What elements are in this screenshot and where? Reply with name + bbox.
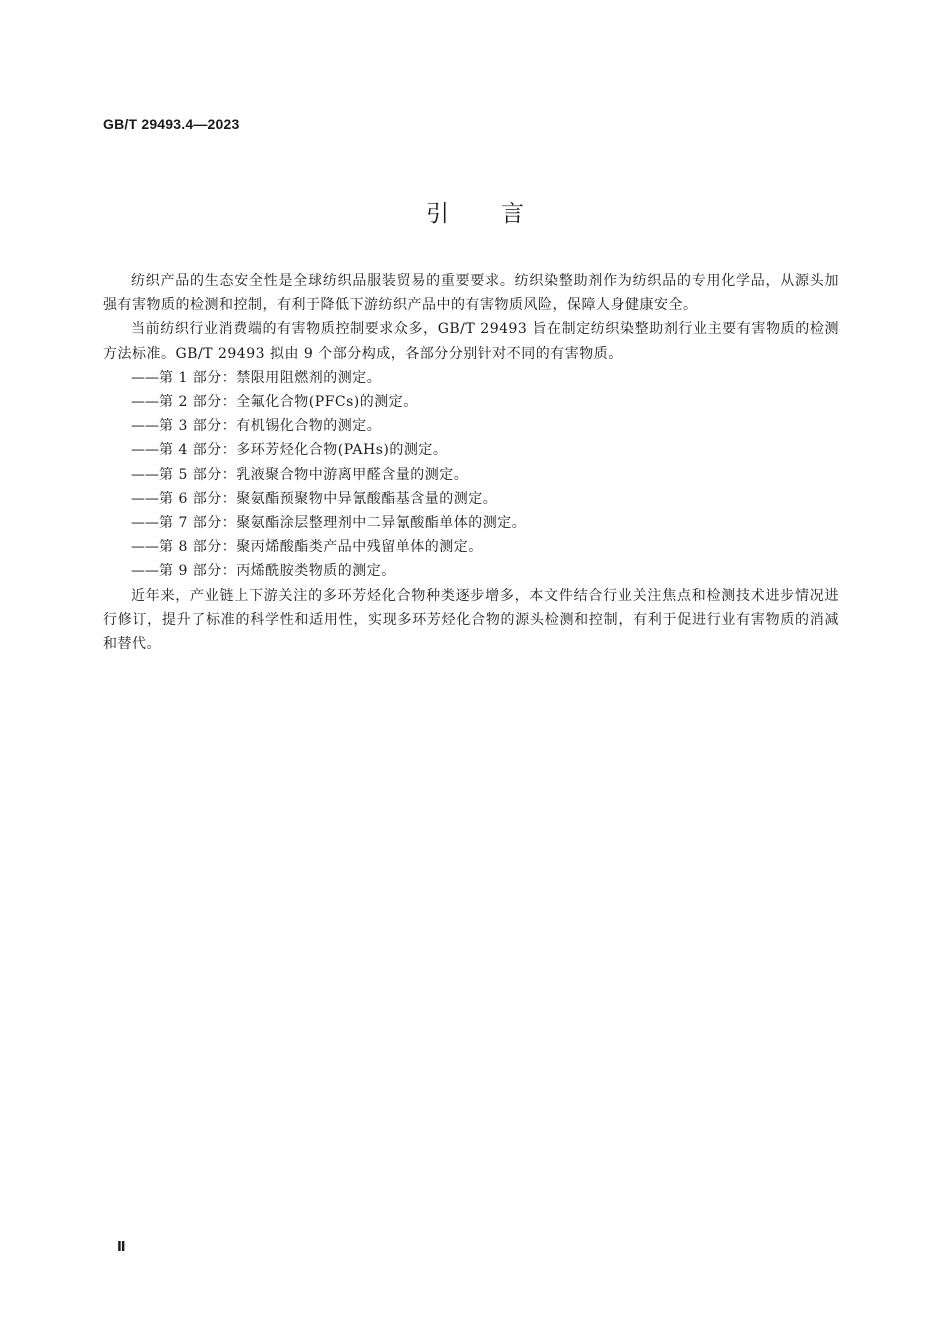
list-dash: —— <box>131 466 159 483</box>
list-item <box>103 487 839 511</box>
list-dash: —— <box>131 490 159 507</box>
intro-paragraph-1: 纺织产品的生态安全性是全球纺织品服装贸易的重要要求。纺织染整助剂作为纺织品的专用化学品，从源头加强有害物质的检测和控制，有利于降低下游纺织产品中的有害物质风险，保障人身健康安全。 <box>103 273 839 314</box>
list-item-text: 第 6 部分：聚氨酯预聚物中异氰酸酯基含量的测定。 <box>159 490 498 507</box>
list-item-text: 第 7 部分：聚氨酯涂层整理剂中二异氰酸酯单体的测定。 <box>159 515 527 532</box>
list-item-text: 第 2 部分：全氟化合物(PFCs)的测定。 <box>159 394 418 411</box>
list-item-text: 第 4 部分：多环芳烃化合物(PAHs)的测定。 <box>159 442 448 459</box>
list-dash: —— <box>131 442 159 459</box>
list-item <box>103 463 839 487</box>
list-item-text: 第 3 部分：有机锡化合物的测定。 <box>159 418 382 435</box>
intro-paragraph-2: 当前纺织行业消费端的有害物质控制要求众多，GB/T 29493 旨在制定纺织染整助剂行业主要有害物质的检测方法标准。GB/T 29493 拟由 9 个部分构成，各部分分别针对不同的有害物质。 <box>103 321 839 362</box>
page-number: Ⅱ <box>117 1239 126 1254</box>
list-item <box>103 390 839 414</box>
list-dash: —— <box>131 418 159 435</box>
list-item-text: 第 5 部分：乳液聚合物中游离甲醛含量的测定。 <box>159 466 469 483</box>
list-item <box>103 366 839 390</box>
list-dash: —— <box>131 369 159 386</box>
list-dash: —— <box>131 539 159 556</box>
document-body <box>103 269 839 656</box>
list-item <box>103 559 839 583</box>
list-item-text: 第 1 部分：禁限用阻燃剂的测定。 <box>159 369 382 386</box>
parts-list <box>103 366 839 584</box>
list-item <box>103 511 839 535</box>
standard-number: GB/T 29493.4—2023 <box>103 116 240 132</box>
list-dash: —— <box>131 515 159 532</box>
list-item-text: 第 9 部分：丙烯酰胺类物质的测定。 <box>159 563 396 580</box>
list-item <box>103 535 839 559</box>
list-dash: —— <box>131 563 159 580</box>
page-title: 引言 <box>426 201 576 227</box>
list-dash: —— <box>131 394 159 411</box>
intro-paragraph-3: 近年来，产业链上下游关注的多环芳烃化合物种类逐步增多，本文件结合行业关注焦点和检测技术进步情况进行修订，提升了标准的科学性和适用性，实现多环芳烃化合物的源头检测和控制，有利于促进行业有害物质的消减和替代。 <box>103 587 839 653</box>
list-item-text: 第 8 部分：聚丙烯酸酯类产品中残留单体的测定。 <box>159 539 483 556</box>
list-item <box>103 414 839 438</box>
list-item <box>103 438 839 462</box>
